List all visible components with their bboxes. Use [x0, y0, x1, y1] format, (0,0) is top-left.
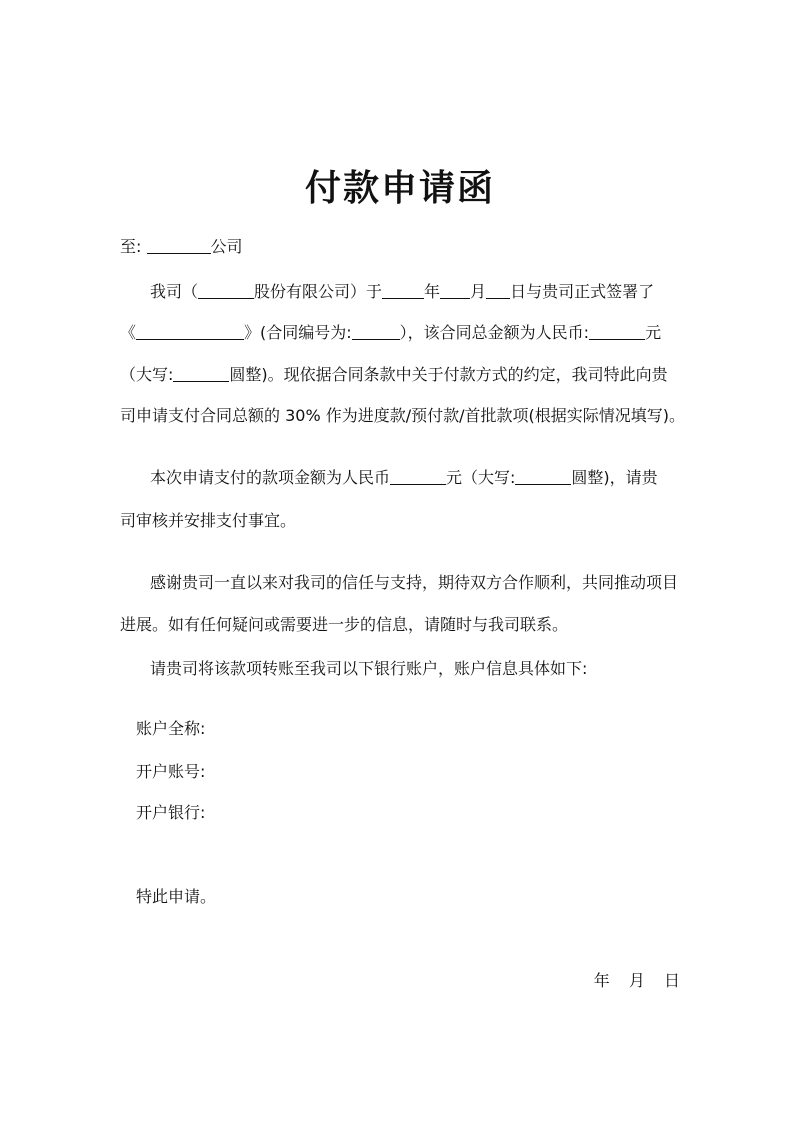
contract-name-blank[interactable] [136, 323, 244, 340]
recipient-line: 至: 公司 [120, 237, 243, 256]
total-amount-words-blank[interactable] [173, 365, 229, 382]
paragraph-3-line-1: 感谢贵司一直以来对我司的信任与支持，期待双方合作顺利，共同推动项目 [150, 573, 679, 592]
date-month: 月 [628, 971, 645, 990]
document-title: 付款申请函 [304, 168, 495, 209]
date-line [580, 968, 680, 991]
account-name-label: 账户全称: [136, 719, 206, 738]
paragraph-4: 请贵司将该款项转账至我司以下银行账户，账户信息具体如下: [150, 659, 588, 678]
paragraph-1-line-2: 《 》(合同编号为: ），该合同总金额为人民币: 元 [120, 323, 662, 342]
company-name-blank[interactable] [198, 282, 254, 299]
day-blank[interactable] [486, 282, 510, 299]
contract-number-blank[interactable] [352, 323, 400, 340]
paragraph-2-line-1: 本次申请支付的款项金额为人民币 元（大写: 圆整)，请贵 [150, 468, 658, 487]
company-blank[interactable] [147, 237, 211, 254]
account-number-label: 开户账号: [136, 762, 206, 781]
month-blank[interactable] [440, 282, 470, 299]
payment-amount-blank[interactable] [390, 468, 446, 485]
date-year: 年 [593, 971, 610, 990]
bank-name-label: 开户银行: [136, 803, 206, 822]
year-blank[interactable] [382, 282, 424, 299]
paragraph-2-line-2: 司审核并安排支付事宜。 [120, 511, 297, 530]
closing-text: 特此申请。 [136, 887, 217, 906]
paragraph-3-line-2: 进展。如有任何疑问或需要进一步的信息，请随时与我司联系。 [120, 615, 569, 634]
paragraph-1-line-3: （大写: 圆整)。现依据合同条款中关于付款方式的约定，我司特此向贵 [120, 365, 668, 384]
payment-amount-words-blank[interactable] [515, 468, 571, 485]
total-amount-blank[interactable] [589, 323, 645, 340]
paragraph-1-line-4: 司申请支付合同总额的 30% 作为进度款/预付款/首批款项(根据实际情况填写)。 [120, 406, 686, 425]
paragraph-1-line-1: 我司（ 股份有限公司）于 年 月 日与贵司正式签署了 [150, 282, 655, 301]
date-day: 日 [663, 971, 680, 990]
